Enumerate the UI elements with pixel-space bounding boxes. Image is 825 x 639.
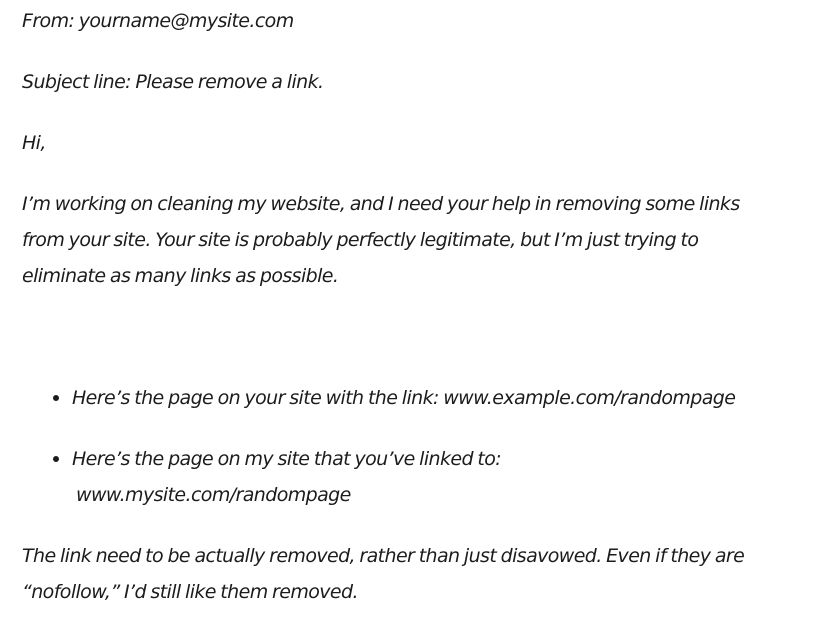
list-item-text — [72, 441, 501, 513]
list-item-line: www.mysite.com/randompage — [76, 484, 351, 506]
intro-line: I’m working on cleaning my website, and I need your help in removing some links — [22, 193, 740, 215]
from-line: From: yourname@mysite.com — [22, 10, 294, 32]
intro-line: from your site. Your site is probably perfectly legitimate, but I’m just trying to — [22, 229, 699, 251]
subject-line: Subject line: Please remove a link. — [22, 71, 324, 93]
intro-paragraph — [22, 186, 782, 294]
list-item-line: Here’s the page on my site that you’ve linked to: — [72, 448, 502, 470]
greeting: Hi, — [22, 132, 46, 154]
closing-paragraph — [22, 538, 782, 610]
intro-line: eliminate as many links as possible. — [22, 265, 339, 287]
bullet-icon — [53, 395, 59, 401]
closing-line: The link need to be actually removed, rather than just disavowed. Even if they are — [22, 545, 745, 567]
list-item-text — [72, 380, 735, 416]
closing-line: “nofollow,” I’d still like them removed. — [22, 581, 358, 603]
list-item-line: Here’s the page on your site with the link: www.example.com/randompage — [72, 387, 736, 409]
bullet-icon — [53, 456, 59, 462]
